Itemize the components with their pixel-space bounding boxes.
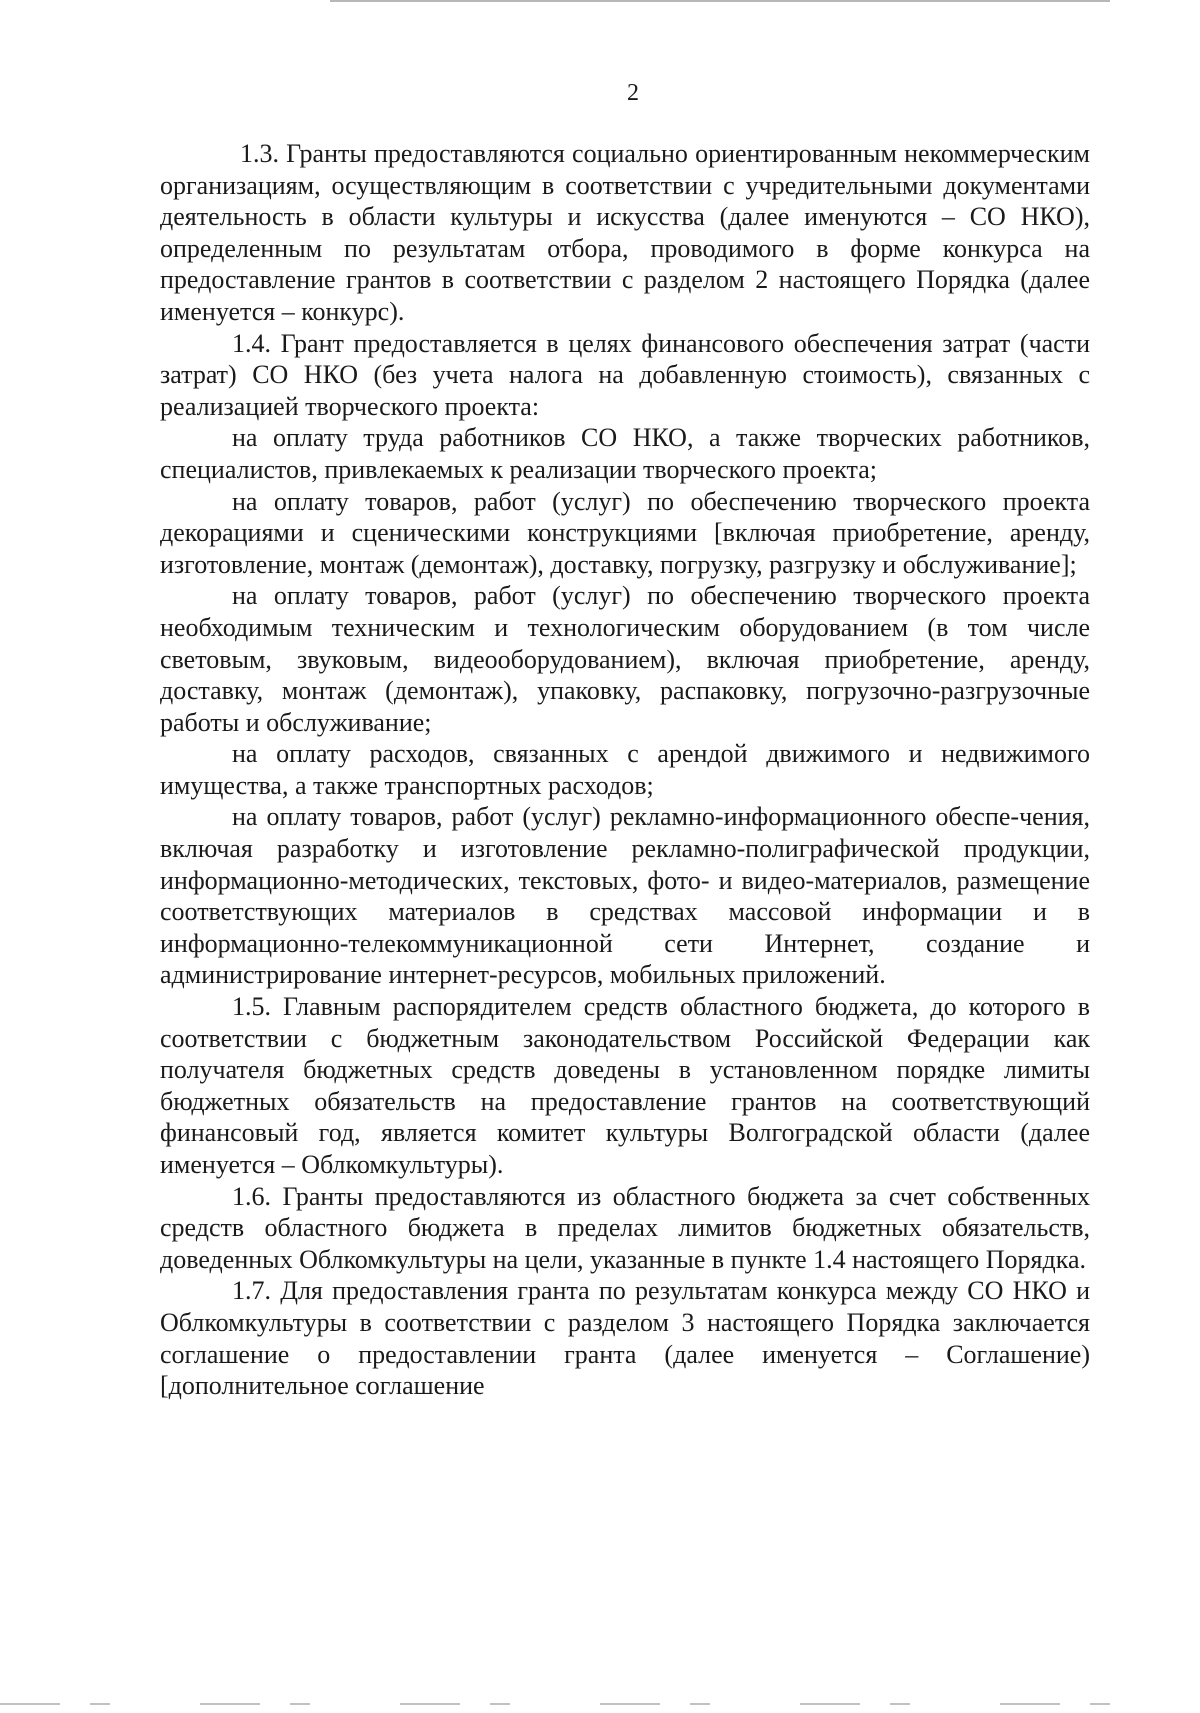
document-body [160, 138, 1090, 1402]
scan-edge-top [330, 0, 1110, 2]
paragraph-item-labor: на оплату труда работников СО НКО, а также творческих работников, специалистов, привлекаемых к реализации творческого проекта; [160, 423, 1090, 484]
paragraph-1-3: 1.3. Гранты предоставляются социально ориентированным некоммерческим организациям, осуществляющим в соответствии с учредительными документами деятельность в области культуры и искусства (далее именуются – СО НКО), определенным по результатам отбора, проводимого в форме конкурса на предоставление грантов в соответствии с разделом 2 настоящего Порядка (далее именуется – конкурс). [160, 139, 1090, 326]
paragraph-1-4: 1.4. Грант предоставляется в целях финансового обеспечения затрат (части затрат) СО НКО (без учета налога на добавленную стоимость), связанных с реализацией творческого проекта: [160, 328, 1090, 421]
paragraph-item-rent: на оплату расходов, связанных с арендой движимого и недвижимого имущества, а также транспортных расходов; [160, 739, 1090, 800]
paragraph-item-decorations: на оплату товаров, работ (услуг) по обеспечению творческого проекта декорациями и сценическими конструкциями [включая приобретение, аренду, изготовление, монтаж (демонтаж), доставку, погрузку, разгрузку и обслуживание]; [160, 486, 1090, 579]
paragraph-item-equipment: на оплату товаров, работ (услуг) по обеспечению творческого проекта необходимым техническим и технологическим оборудованием (в том числе световым, звуковым, видеооборудованием), включая приобретение, аренду, доставку, монтаж (демонтаж), упаковку, распаковку, погрузочно-разгрузочные работы и обслуживание; [160, 581, 1090, 737]
paragraph-1-6: 1.6. Гранты предоставляются из областного бюджета за счет собственных средств областного бюджета в пределах лимитов бюджетных обязательств, доведенных Облкомкультуры на цели, указанные в пункте 1.4 настоящего Порядка. [160, 1181, 1090, 1274]
page-number: 2 [627, 80, 639, 106]
scan-edge-bottom [0, 1703, 1200, 1705]
paragraph-1-5: 1.5. Главным распорядителем средств областного бюджета, до которого в соответствии с бюджетным законодательством Российской Федерации как получателя бюджетных средств доведены в установленном порядке лимиты бюджетных обязательств на предоставление грантов на соответствующий финансовый год, является комитет культуры Волгоградской области (далее именуется – Облкомкультуры). [160, 992, 1090, 1179]
paragraph-item-advertising: на оплату товаров, работ (услуг) рекламно-информационного обеспе-чения, включая разработку и изготовление рекламно-полиграфической продукции, информационно-методических, текстовых, фото- и видео-материалов, размещение соответствующих материалов в средствах массовой информации и в информационно-телекоммуникационной сети Интернет, создание и администрирование интернет-ресурсов, мобильных приложений. [160, 802, 1090, 990]
paragraph-1-7: 1.7. Для предоставления гранта по результатам конкурса между СО НКО и Облкомкультуры в соответствии с разделом 3 настоящего Порядка заключается соглашение о предоставлении гранта (далее именуется – Соглашение) [дополнительное соглашение [160, 1276, 1090, 1401]
